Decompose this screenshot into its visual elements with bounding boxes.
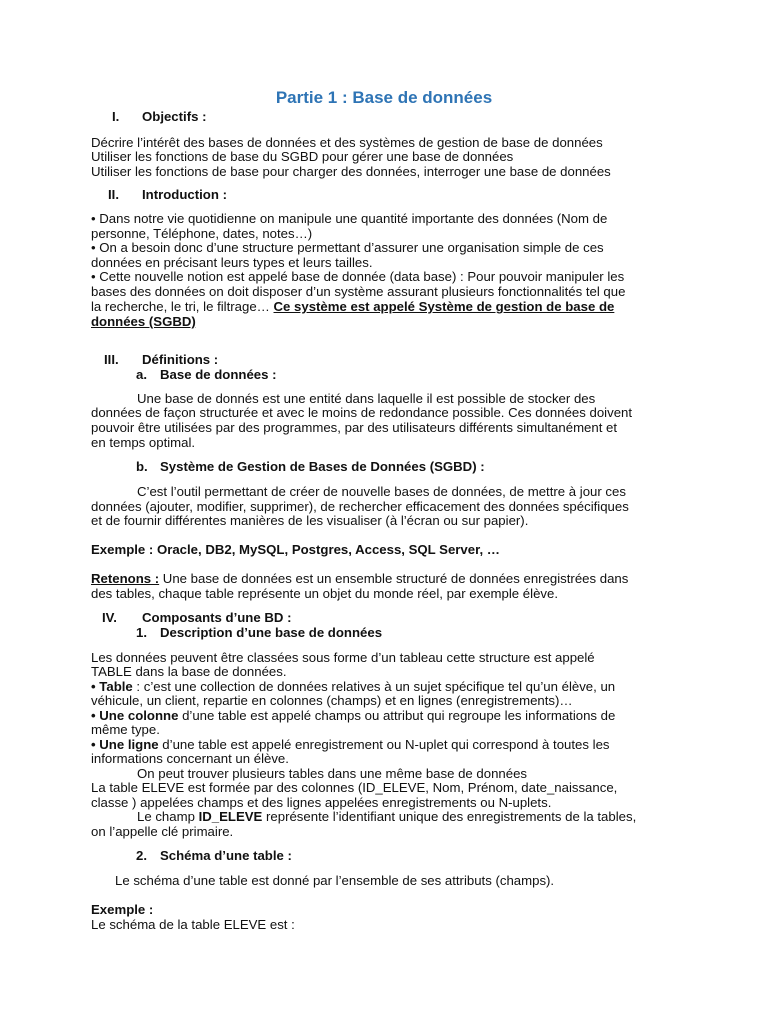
schema-eleve-text: Le schéma de la table ELEVE est : <box>91 917 295 932</box>
intro-text: la recherche, le tri, le filtrage… <box>91 299 274 314</box>
retenons-line <box>91 571 628 586</box>
subsection-a-heading: Base de données : <box>160 367 277 382</box>
champ-text: Le champ <box>137 809 199 824</box>
champ-id-eleve: ID_ELEVE <box>198 809 263 824</box>
champ-line <box>137 809 636 824</box>
sgbd-definition-emphasis: données (SGBD) <box>91 314 196 329</box>
retenons-text: Une base de données est un ensemble structuré de données enregistrées dans <box>159 571 629 586</box>
section-4-heading: Composants d’une BD : <box>142 610 292 625</box>
definition-line: en temps optimal. <box>91 435 196 450</box>
intro-line: • Cette nouvelle notion est appelé base de donnée (data base) : Pour pouvoir manipuler les <box>91 269 625 284</box>
subsection-b-heading: Système de Gestion de Bases de Données (SGBD) : <box>160 459 485 474</box>
description-line: véhicule, un client, repartie en colonnes (champs) et en lignes (enregistrements)… <box>91 693 573 708</box>
schema-text: Le schéma d’une table est donné par l’ensemble de ses attributs (champs). <box>115 873 555 888</box>
definition-line: pouvoir être utilisées par des programmes, par des utilisateurs différents simultanément et <box>91 420 618 435</box>
row-definition: d’une table est appelé enregistrement ou N-uplet qui correspond à toutes les <box>158 737 610 752</box>
table-term: • Table <box>91 679 133 694</box>
section-2-heading: Introduction : <box>142 187 227 202</box>
section-2-number: II. <box>108 187 119 202</box>
objective-line: Utiliser les fonctions de base pour charger des données, interroger une base de données <box>91 164 611 179</box>
subsection-a-number: a. <box>136 367 147 382</box>
subsection-1-number: 1. <box>136 625 147 640</box>
example-label: Exemple : <box>91 902 154 917</box>
description-line: TABLE dans la base de données. <box>91 664 287 679</box>
description-line: même type. <box>91 722 160 737</box>
intro-line: • Dans notre vie quotidienne on manipule une quantité importante des données (Nom de <box>91 211 608 226</box>
column-term: • Une colonne <box>91 708 179 723</box>
champ-text: représente l’identifiant unique des enregistrements de la tables, <box>262 809 637 824</box>
row-term: • Une ligne <box>91 737 159 752</box>
column-definition: d’une table est appelé champs ou attribut qui regroupe les informations de <box>178 708 616 723</box>
retenons-label: Retenons : <box>91 571 160 586</box>
table-definition: : c’est une collection de données relatives à un sujet spécifique tel qu’un élève, un <box>132 679 616 694</box>
definition-line: Une base de donnés est une entité dans laquelle il est possible de stocker des <box>137 391 596 406</box>
example-sgbd: Exemple : Oracle, DB2, MySQL, Postgres, Access, SQL Server, … <box>91 542 500 557</box>
sgbd-definition-emphasis: Ce système est appelé Système de gestion de base de <box>273 299 615 314</box>
section-3-heading: Définitions : <box>142 352 219 367</box>
intro-line-last <box>91 299 614 314</box>
definition-line: données de façon structurée et avec le moins de redondance possible. Ces données doivent <box>91 405 633 420</box>
subsection-1-heading: Description d’une base de données <box>160 625 383 640</box>
page-title: Partie 1 : Base de données <box>275 88 493 107</box>
description-line: Les données peuvent être classées sous forme d’un tableau cette structure est appelé <box>91 650 595 665</box>
intro-line: bases des données on doit disposer d’un système assurant plusieurs fonctionnalités tel que <box>91 284 626 299</box>
objective-line: Décrire l’intérêt des bases de données et des systèmes de gestion de base de données <box>91 135 603 150</box>
intro-line: données en précisant leurs types et leurs tailles. <box>91 255 373 270</box>
retenons-line: des tables, chaque table représente un objet du monde réel, par exemple élève. <box>91 586 558 601</box>
section-1-heading: Objectifs : <box>142 109 207 124</box>
subsection-2-heading: Schéma d’une table : <box>160 848 292 863</box>
objective-line: Utiliser les fonctions de base du SGBD pour gérer une base de données <box>91 149 514 164</box>
table-bullet <box>91 679 615 694</box>
section-3-number: III. <box>104 352 119 367</box>
subsection-2-number: 2. <box>136 848 147 863</box>
description-line: on l’appelle clé primaire. <box>91 824 234 839</box>
description-line: La table ELEVE est formée par des colonnes (ID_ELEVE, Nom, Prénom, date_naissance, <box>91 780 618 795</box>
definition-line: et de fournir différentes manières de les visualiser (à l’écran ou sur papier). <box>91 513 529 528</box>
intro-line: • On a besoin donc d’une structure permettant d’assurer une organisation simple de ces <box>91 240 604 255</box>
description-line: classe ) appelées champs et des lignes appelées enregistrements ou N-uplets. <box>91 795 552 810</box>
description-line: informations concernant un élève. <box>91 751 289 766</box>
subsection-b-number: b. <box>136 459 148 474</box>
column-bullet <box>91 708 615 723</box>
definition-line: données (ajouter, modifier, supprimer), de rechercher efficacement des données spécifiques <box>91 499 629 514</box>
section-1-number: I. <box>112 109 120 124</box>
description-line: On peut trouver plusieurs tables dans une même base de données <box>137 766 528 781</box>
section-4-number: IV. <box>102 610 117 625</box>
definition-line: C’est l’outil permettant de créer de nouvelle bases de données, de mettre à jour ces <box>137 484 626 499</box>
row-bullet <box>91 737 610 752</box>
intro-line: personne, Téléphone, dates, notes…) <box>91 226 313 241</box>
